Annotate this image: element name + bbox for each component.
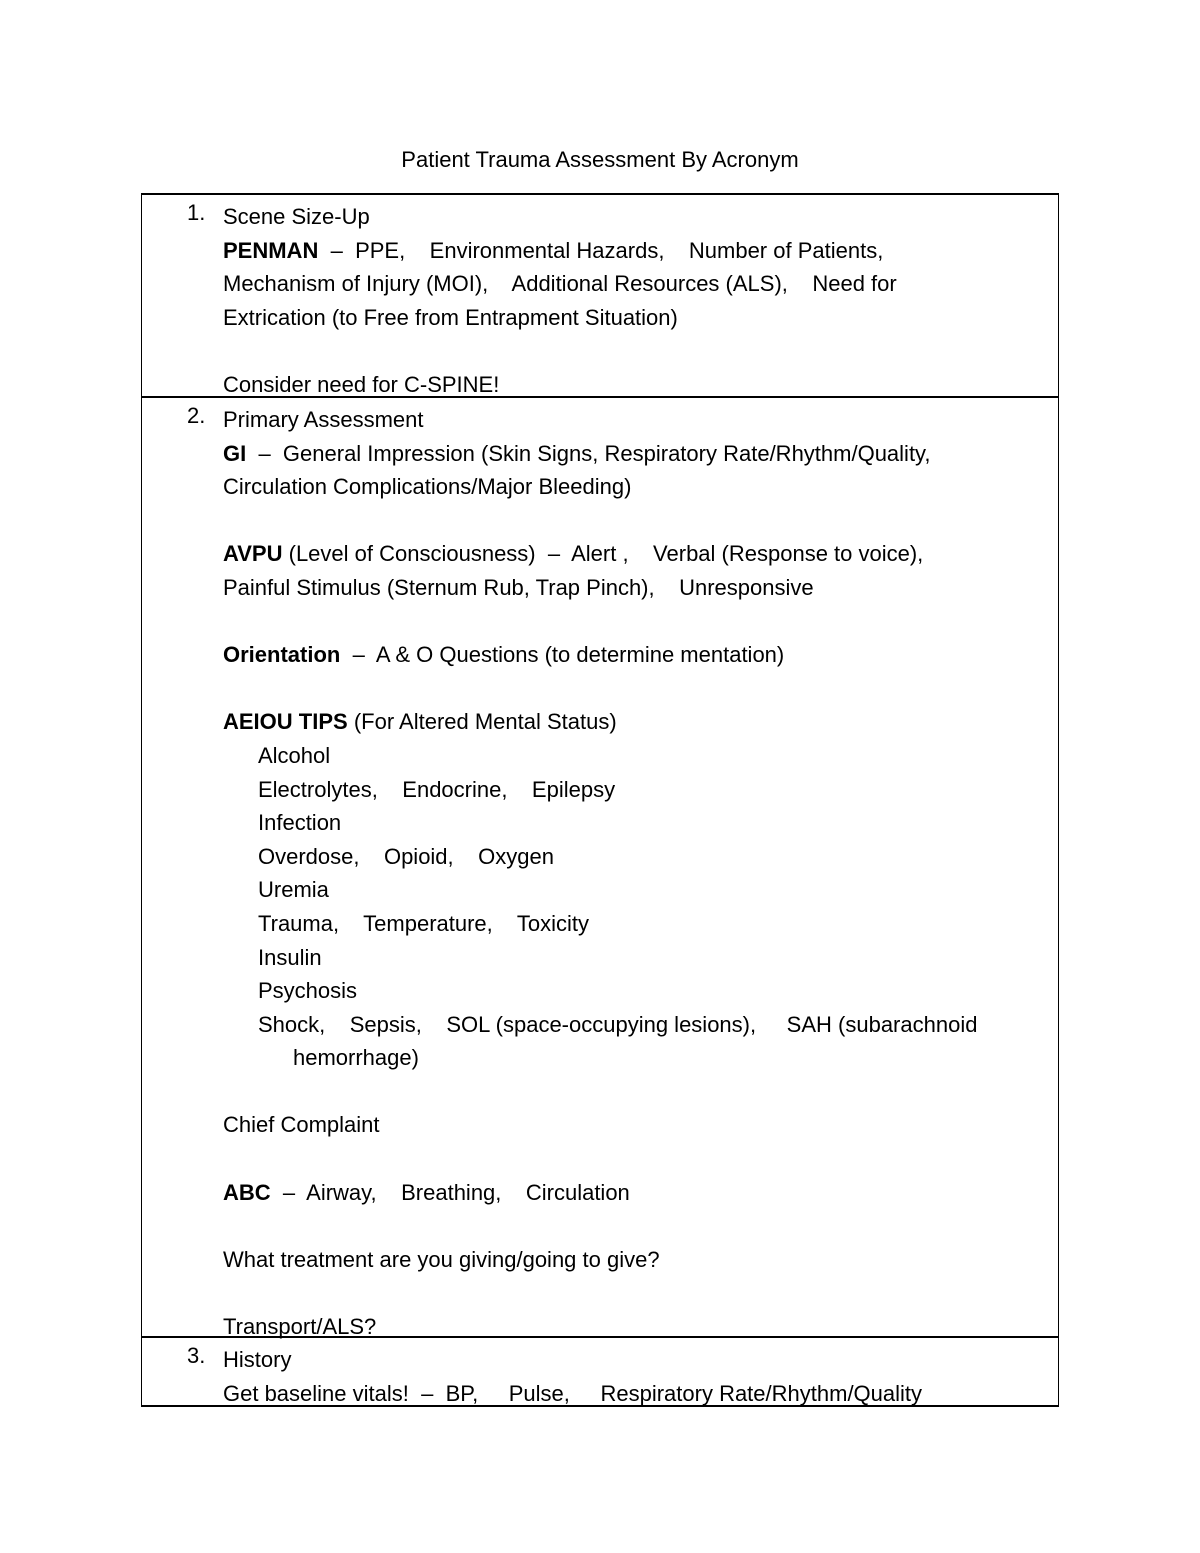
tips-t: Trauma, Temperature, Toxicity [258, 910, 589, 936]
tips-s: Shock, Sepsis, SOL (space-occupying lesions), SAH (subarachnoid [258, 1011, 978, 1037]
gi-line-2: Circulation Complications/Major Bleeding) [223, 474, 632, 500]
assessment-table [141, 193, 1059, 1407]
orientation-line: Orientation – A & O Questions (to determine mentation) [223, 642, 785, 668]
aeiou-i: Infection [258, 810, 342, 836]
patients-item: Number of Patients, [688, 237, 884, 263]
gi-line: GI – General Impression (Skin Signs, Respiratory Rate/Rhythm/Quality, [223, 440, 931, 466]
tips-s-cont: hemorrhage) [293, 1045, 419, 1071]
section-number: 2. [187, 403, 206, 428]
als-item: Additional Resources (ALS), [511, 271, 788, 297]
section-heading: Scene Size-Up [223, 204, 370, 229]
acronym-penman: PENMAN [223, 237, 319, 263]
section-number: 1. [187, 200, 206, 225]
abc-line: ABC – Airway, Breathing, Circulation [223, 1179, 630, 1205]
transport-question: Transport/ALS? [223, 1314, 377, 1340]
aeiou-o: Overdose, Opioid, Oxygen [258, 843, 554, 869]
acronym-aeiou-tips: AEIOU TIPS [223, 709, 348, 735]
penman-line-1: PENMAN – PPE, Environmental Hazards, Number of Patients, [223, 237, 884, 263]
extrication-item: Need for [812, 271, 897, 297]
aeiou-e: Electrolytes, Endocrine, Epilepsy [258, 776, 616, 802]
acronym-abc: ABC [223, 1179, 271, 1205]
chief-complaint: Chief Complaint [223, 1112, 380, 1138]
aeiou-a: Alcohol [258, 742, 331, 768]
aeiou-line: AEIOU TIPS (For Altered Mental Status) [223, 709, 617, 735]
tips-p: Psychosis [258, 978, 358, 1004]
section-primary-assessment [142, 397, 1059, 1337]
section-heading: Primary Assessment [223, 407, 424, 432]
vitals-line: Get baseline vitals! – BP, Pulse, Respiratory Rate/Rhythm/Quality [223, 1380, 923, 1406]
moi-item: Mechanism of Injury (MOI), [223, 271, 489, 297]
avpu-line-1: AVPU (Level of Consciousness) – Alert , Verbal (Response to voice), [223, 541, 924, 567]
section-history [142, 1337, 1059, 1406]
orientation-label: Orientation [223, 642, 341, 668]
acronym-gi: GI [223, 440, 247, 466]
aeiou-u: Uremia [258, 877, 329, 903]
treatment-question: What treatment are you giving/going to give? [223, 1246, 660, 1272]
ppe-item: PPE, [355, 237, 406, 263]
avpu-line-2: Painful Stimulus (Sternum Rub, Trap Pinch), Unresponsive [223, 574, 814, 600]
penman-line-3: Extrication (to Free from Entrapment Situation) [223, 304, 678, 330]
page-title: Patient Trauma Assessment By Acronym [401, 147, 799, 172]
section-scene-size-up [142, 194, 1059, 397]
section-heading: History [223, 1347, 292, 1372]
section-number: 3. [187, 1343, 206, 1368]
environmental-item: Environmental Hazards, [429, 237, 665, 263]
cspine-note: Consider need for C-SPINE! [223, 371, 500, 397]
acronym-avpu: AVPU [223, 541, 283, 567]
penman-line-2 [223, 267, 1058, 301]
tips-i: Insulin [258, 944, 322, 970]
